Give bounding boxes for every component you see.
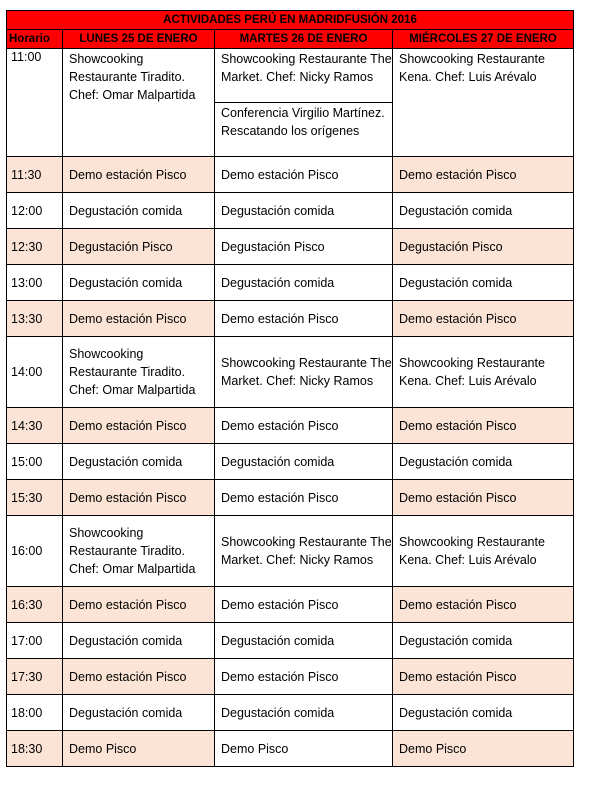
activity-cell-tuesday: Demo estación Pisco bbox=[215, 157, 393, 193]
activity-cell-wednesday: Demo estación Pisco bbox=[393, 480, 574, 516]
activity-cell-tuesday: Demo estación Pisco bbox=[215, 480, 393, 516]
time-cell: 15:30 bbox=[7, 480, 63, 516]
activity-cell-monday: Degustación comida bbox=[63, 265, 215, 301]
activity-cell-wednesday: Degustación comida bbox=[393, 265, 574, 301]
activity-cell-wednesday: Degustación comida bbox=[393, 193, 574, 229]
time-cell: 15:00 bbox=[7, 444, 63, 480]
activity-cell-monday: Degustación comida bbox=[63, 623, 215, 659]
activity-cell-monday: Demo estación Pisco bbox=[63, 480, 215, 516]
table-row bbox=[7, 408, 574, 444]
activity-cell-tuesday: Demo estación Pisco bbox=[215, 301, 393, 337]
activity-cell-monday: Showcooking Restaurante Tiradito. Chef: Omar Malpartida bbox=[63, 516, 215, 587]
activity-cell-wednesday: Demo estación Pisco bbox=[393, 157, 574, 193]
table-row bbox=[7, 49, 574, 103]
activity-cell-wednesday: Degustación comida bbox=[393, 623, 574, 659]
time-cell: 17:30 bbox=[7, 659, 63, 695]
activity-cell-monday: Demo estación Pisco bbox=[63, 157, 215, 193]
activity-cell-tuesday: Conferencia Virgilio Martínez. Rescatando los orígenes bbox=[215, 103, 393, 157]
activity-cell-tuesday: Degustación comida bbox=[215, 265, 393, 301]
activity-cell-tuesday: Degustación Pisco bbox=[215, 229, 393, 265]
activity-cell-tuesday: Showcooking Restaurante The Market. Chef: Nicky Ramos bbox=[215, 49, 393, 103]
activity-cell-tuesday: Degustación comida bbox=[215, 193, 393, 229]
activity-cell-monday: Showcooking Restaurante Tiradito. Chef: Omar Malpartida bbox=[63, 337, 215, 408]
time-cell: 13:00 bbox=[7, 265, 63, 301]
table-row bbox=[7, 265, 574, 301]
activity-cell-wednesday: Showcooking Restaurante Kena. Chef: Luis Arévalo bbox=[393, 49, 574, 157]
activity-cell-wednesday: Degustación comida bbox=[393, 444, 574, 480]
activity-cell-monday: Degustación comida bbox=[63, 193, 215, 229]
activity-cell-monday: Degustación comida bbox=[63, 444, 215, 480]
title-row bbox=[7, 11, 574, 30]
activity-cell-tuesday: Demo estación Pisco bbox=[215, 659, 393, 695]
table-row bbox=[7, 587, 574, 623]
table-row bbox=[7, 695, 574, 731]
activity-cell-wednesday: Showcooking Restaurante Kena. Chef: Luis Arévalo bbox=[393, 337, 574, 408]
table-row bbox=[7, 229, 574, 265]
table-row bbox=[7, 659, 574, 695]
activity-cell-tuesday: Degustación comida bbox=[215, 695, 393, 731]
time-cell: 16:30 bbox=[7, 587, 63, 623]
time-cell: 14:00 bbox=[7, 337, 63, 408]
activity-cell-wednesday: Degustación comida bbox=[393, 695, 574, 731]
activity-cell-monday: Demo Pisco bbox=[63, 731, 215, 767]
time-cell: 14:30 bbox=[7, 408, 63, 444]
activity-cell-wednesday: Demo estación Pisco bbox=[393, 659, 574, 695]
table-row bbox=[7, 516, 574, 587]
time-cell: 13:30 bbox=[7, 301, 63, 337]
activity-cell-monday: Demo estación Pisco bbox=[63, 587, 215, 623]
schedule-table bbox=[6, 10, 574, 767]
table-row bbox=[7, 731, 574, 767]
activity-cell-tuesday: Degustación comida bbox=[215, 444, 393, 480]
time-cell: 16:00 bbox=[7, 516, 63, 587]
activity-cell-monday: Demo estación Pisco bbox=[63, 659, 215, 695]
activity-cell-monday: Demo estación Pisco bbox=[63, 408, 215, 444]
activity-cell-wednesday: Demo estación Pisco bbox=[393, 301, 574, 337]
activity-cell-wednesday: Demo estación Pisco bbox=[393, 587, 574, 623]
table-row bbox=[7, 444, 574, 480]
activity-cell-tuesday: Showcooking Restaurante The Market. Chef: Nicky Ramos bbox=[215, 516, 393, 587]
table-row bbox=[7, 480, 574, 516]
activity-cell-monday: Degustación Pisco bbox=[63, 229, 215, 265]
header-wednesday: MIÉRCOLES 27 DE ENERO bbox=[393, 30, 574, 49]
time-cell: 18:00 bbox=[7, 695, 63, 731]
activity-cell-tuesday: Demo estación Pisco bbox=[215, 408, 393, 444]
header-monday: LUNES 25 DE ENERO bbox=[63, 30, 215, 49]
activity-cell-monday: Demo estación Pisco bbox=[63, 301, 215, 337]
time-cell: 11:30 bbox=[7, 157, 63, 193]
activity-cell-wednesday: Degustación Pisco bbox=[393, 229, 574, 265]
table-row bbox=[7, 623, 574, 659]
activity-cell-monday: Degustación comida bbox=[63, 695, 215, 731]
activity-cell-tuesday: Demo Pisco bbox=[215, 731, 393, 767]
table-row bbox=[7, 193, 574, 229]
activity-cell-wednesday: Demo estación Pisco bbox=[393, 408, 574, 444]
table-row bbox=[7, 337, 574, 408]
time-cell: 11:00 bbox=[7, 49, 63, 157]
table-row bbox=[7, 157, 574, 193]
activity-cell-tuesday: Demo estación Pisco bbox=[215, 587, 393, 623]
schedule-title: ACTIVIDADES PERÚ EN MADRIDFUSIÓN 2016 bbox=[7, 11, 574, 30]
activity-cell-tuesday: Degustación comida bbox=[215, 623, 393, 659]
activity-cell-wednesday: Showcooking Restaurante Kena. Chef: Luis Arévalo bbox=[393, 516, 574, 587]
time-cell: 17:00 bbox=[7, 623, 63, 659]
time-cell: 18:30 bbox=[7, 731, 63, 767]
activity-cell-tuesday: Showcooking Restaurante The Market. Chef: Nicky Ramos bbox=[215, 337, 393, 408]
activity-cell-monday: Showcooking Restaurante Tiradito. Chef: Omar Malpartida bbox=[63, 49, 215, 157]
header-time: Horario bbox=[7, 30, 63, 49]
table-row bbox=[7, 301, 574, 337]
time-cell: 12:00 bbox=[7, 193, 63, 229]
activity-cell-wednesday: Demo Pisco bbox=[393, 731, 574, 767]
time-cell: 12:30 bbox=[7, 229, 63, 265]
header-row bbox=[7, 30, 574, 49]
header-tuesday: MARTES 26 DE ENERO bbox=[215, 30, 393, 49]
